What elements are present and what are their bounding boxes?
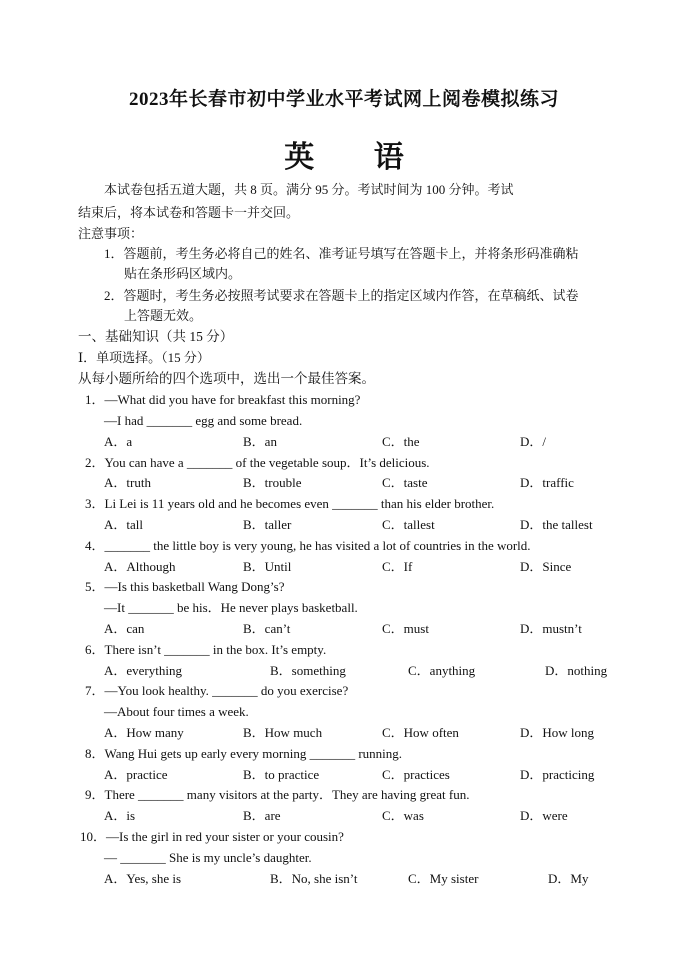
question-2-stem: 2．You can have a _______ of the vegetable soup．It’s delicious.	[85, 455, 430, 470]
question-2-option-b[interactable]: B．trouble	[243, 475, 302, 490]
question-5-option-a[interactable]: A．can	[104, 621, 145, 636]
note-2-line-2: 上答题无效。	[124, 308, 203, 323]
note-2-line-1: 2．答题时，考生务必按照考试要求在答题卡上的指定区域内作答，在草稿纸、试卷	[104, 288, 579, 303]
part-heading: Ⅰ．单项选择。（15 分）	[78, 350, 210, 365]
exam-title: 2023年长春市初中学业水平考试网上阅卷模拟练习	[128, 89, 559, 110]
question-2-option-a[interactable]: A．truth	[104, 475, 151, 490]
question-10-stem: 10．—Is the girl in red your sister or your cousin?	[80, 829, 344, 844]
subject-heading: 英 语	[284, 141, 430, 174]
question-6-option-d[interactable]: D．nothing	[545, 663, 608, 678]
question-10-option-b[interactable]: B．No, she isn’t	[270, 871, 358, 886]
question-3-option-d[interactable]: D．the tallest	[520, 517, 593, 532]
instruction-line: 从每小题所给的四个选项中，选出一个最佳答案。	[78, 371, 375, 386]
question-5-stem: 5．—Is this basketball Wang Dong’s?	[85, 579, 285, 594]
question-8-stem: 8．Wang Hui gets up early every morning _______ running.	[85, 746, 403, 761]
question-6-option-c[interactable]: C．anything	[408, 663, 476, 678]
question-3-option-a[interactable]: A．tall	[104, 517, 143, 532]
question-2-option-c[interactable]: C．taste	[382, 475, 428, 490]
question-10-option-a[interactable]: A．Yes, she is	[104, 871, 182, 886]
question-10-line-2: — _______ She is my uncle’s daughter.	[104, 850, 312, 865]
question-9-option-d[interactable]: D．were	[520, 808, 568, 823]
question-1-option-c[interactable]: C．the	[382, 434, 420, 449]
note-1-line-2: 贴在条形码区域内。	[124, 266, 242, 281]
question-4-option-b[interactable]: B．Until	[243, 559, 292, 574]
question-4-option-a[interactable]: A．Although	[104, 559, 176, 574]
intro-line-1: 本试卷包括五道大题，共 8 页。满分 95 分。考试时间为 100 分钟。考试	[104, 182, 514, 197]
question-6-option-a[interactable]: A．everything	[104, 663, 182, 678]
question-3-option-c[interactable]: C．tallest	[382, 517, 435, 532]
question-10-option-c[interactable]: C．My sister	[408, 871, 479, 886]
question-5-option-d[interactable]: D．mustn’t	[520, 621, 582, 636]
section-heading: 一、基础知识（共 15 分）	[78, 329, 234, 344]
question-5-line-2: —It _______ be his．He never plays basketball.	[104, 600, 358, 615]
question-4-option-c[interactable]: C．If	[382, 559, 413, 574]
question-7-option-b[interactable]: B．How much	[243, 725, 323, 740]
question-8-option-a[interactable]: A．practice	[104, 767, 168, 782]
question-1-stem: 1．—What did you have for breakfast this morning?	[85, 392, 361, 407]
question-7-option-d[interactable]: D．How long	[520, 725, 595, 740]
question-1-option-a[interactable]: A．a	[104, 434, 133, 449]
question-5-option-b[interactable]: B．can’t	[243, 621, 291, 636]
question-7-line-2: —About four times a week.	[104, 704, 249, 719]
question-9-option-b[interactable]: B．are	[243, 808, 281, 823]
question-8-option-d[interactable]: D．practicing	[520, 767, 595, 782]
question-6-option-b[interactable]: B．something	[270, 663, 346, 678]
question-8-option-b[interactable]: B．to practice	[243, 767, 320, 782]
question-6-stem: 6．There isn’t _______ in the box. It’s empty.	[85, 642, 327, 657]
question-1-line-2: —I had _______ egg and some bread.	[104, 413, 303, 428]
question-10-option-d[interactable]: D．My	[548, 871, 589, 886]
question-7-option-a[interactable]: A．How many	[104, 725, 184, 740]
question-9-stem: 9．There _______ many visitors at the party．They are having great fun.	[85, 787, 470, 802]
intro-line-2: 结束后，将本试卷和答题卡一并交回。	[78, 205, 300, 220]
question-4-stem: 4．_______ the little boy is very young, he has visited a lot of countries in the world.	[85, 538, 531, 553]
question-7-option-c[interactable]: C．How often	[382, 725, 459, 740]
question-1-option-b[interactable]: B．an	[243, 434, 277, 449]
note-1-line-1: 1．答题前，考生务必将自己的姓名、准考证号填写在答题卡上，并将条形码准确粘	[104, 246, 579, 261]
question-9-option-c[interactable]: C．was	[382, 808, 424, 823]
question-5-option-c[interactable]: C．must	[382, 621, 429, 636]
question-7-stem: 7．—You look healthy. _______ do you exercise?	[85, 683, 349, 698]
question-3-option-b[interactable]: B．taller	[243, 517, 292, 532]
question-2-option-d[interactable]: D．traffic	[520, 475, 574, 490]
question-3-stem: 3．Li Lei is 11 years old and he becomes even _______ than his elder brother.	[85, 496, 495, 511]
question-4-option-d[interactable]: D．Since	[520, 559, 572, 574]
question-8-option-c[interactable]: C．practices	[382, 767, 450, 782]
question-1-option-d[interactable]: D．/	[520, 434, 547, 449]
question-9-option-a[interactable]: A．is	[104, 808, 136, 823]
notes-heading: 注意事项：	[78, 226, 144, 241]
